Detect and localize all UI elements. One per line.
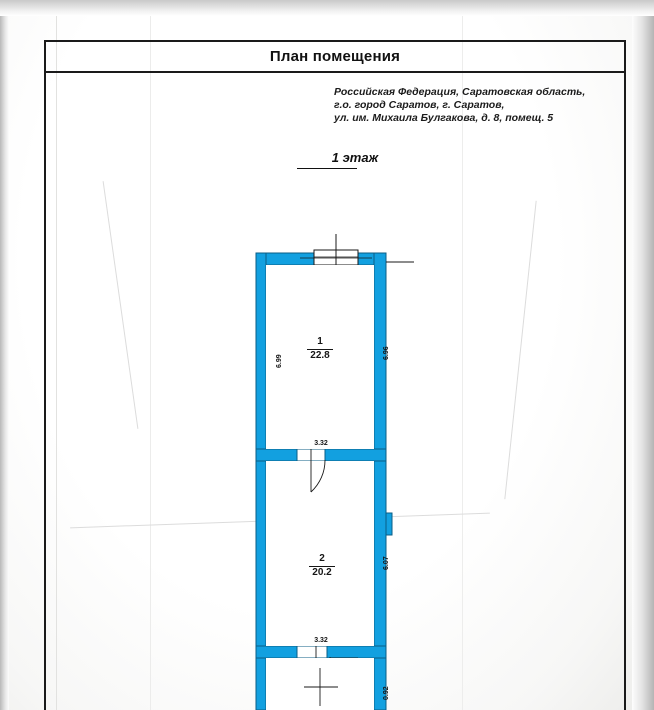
address-line-1: Российская Федерация, Саратовская область, — [334, 86, 586, 98]
room-2-number: 2 — [319, 553, 325, 564]
address-line-2: г.о. город Саратов, г. Саратов, — [334, 99, 505, 111]
room-2-right-dimension: 6.07 — [383, 556, 390, 570]
room-1-number: 1 — [317, 336, 323, 347]
floor-label: 1 этаж — [331, 150, 379, 165]
room-1-bottom-dimension: 3.32 — [314, 440, 328, 447]
room-1-area: 22.8 — [310, 350, 330, 361]
room-1-left-dimension: 6.99 — [276, 354, 283, 368]
room-3-right-dimension: 0.92 — [383, 686, 390, 700]
page-title: План помещения — [269, 48, 401, 65]
address-line-3: ул. им. Михаила Булгакова, д. 8, помещ. 5 — [334, 112, 554, 124]
room-1-right-dimension: 6.96 — [383, 346, 390, 360]
room-2-area: 20.2 — [312, 567, 332, 578]
room-3-walls — [256, 658, 386, 710]
room-2-bottom-dimension: 3.32 — [314, 637, 328, 644]
